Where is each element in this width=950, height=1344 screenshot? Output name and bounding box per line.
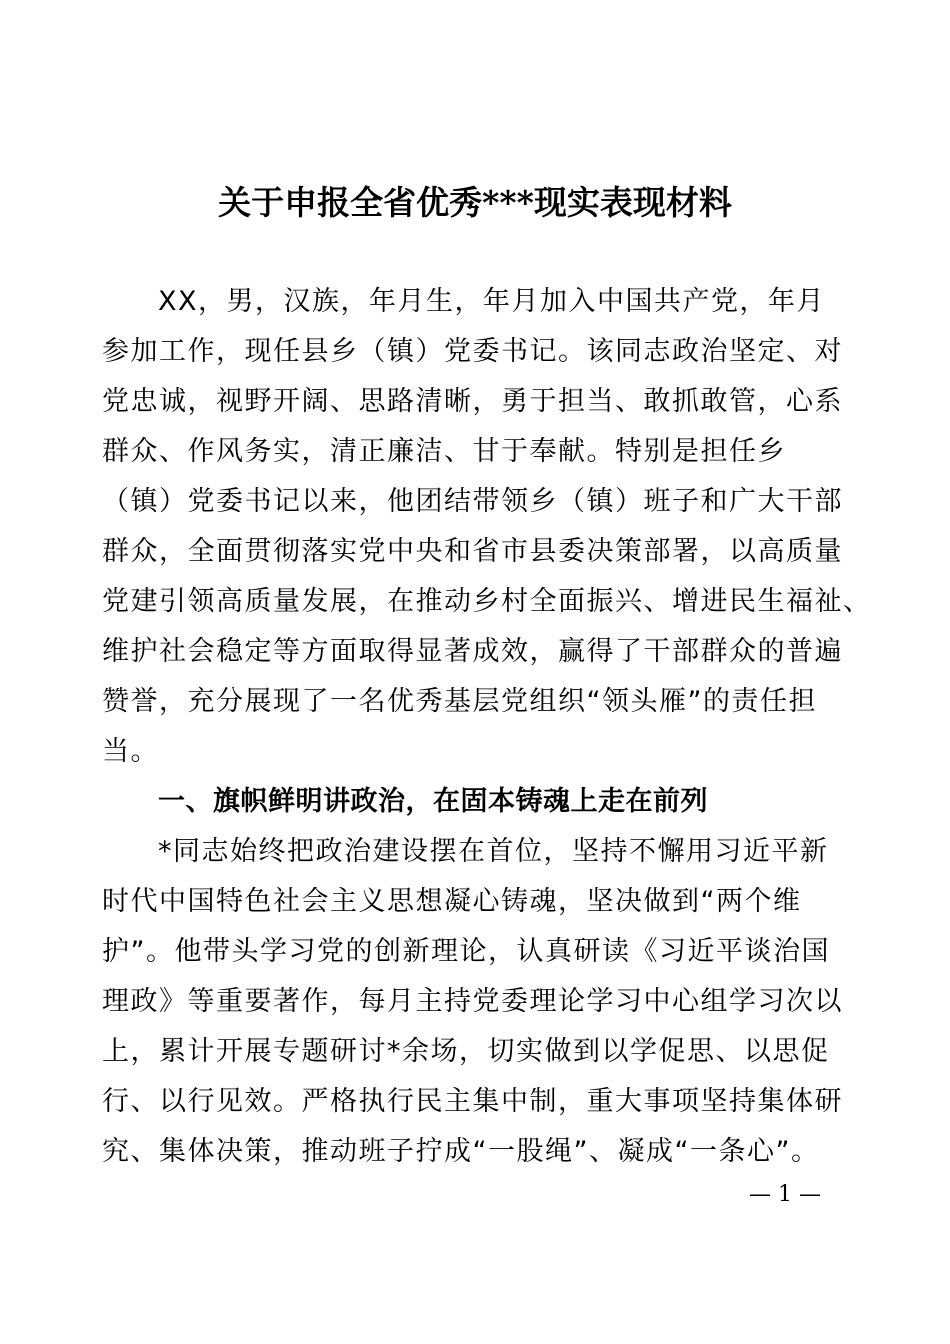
paragraph-line: （镇）党委书记以来，他团结带领乡（镇）班子和广大干部 — [102, 486, 843, 517]
section-heading: 一、旗帜鲜明讲政治，在固本铸魂上走在前列 — [158, 786, 708, 817]
paragraph-line: 党忠诚，视野开阔、思路清晰，勇于担当、敢抓敢管，心系 — [102, 386, 843, 417]
paragraph-line: 究、集体决策，推动班子拧成“一股绳”、凝成“一条心”。 — [102, 1136, 820, 1167]
paragraph-line: 维护社会稳定等方面取得显著成效，赢得了干部群众的普遍 — [102, 636, 843, 667]
paragraph-line: *同志始终把政治建设摆在首位，坚持不懈用习近平新 — [158, 836, 829, 867]
paragraph-line: 群众、作风务实，清正廉洁、甘于奉献。特别是担任乡 — [102, 436, 786, 467]
paragraph-line: 党建引领高质量发展，在推动乡村全面振兴、增进民生福祉、 — [102, 586, 872, 617]
paragraph-line: 上，累计开展专题研讨*余场，切实做到以学促思、以思促 — [102, 1036, 830, 1067]
paragraph-line: 护”。他带头学习党的创新理论，认真研读《习近平谈治国 — [102, 936, 830, 967]
paragraph-line: 行、以行见效。严格执行民主集中制，重大事项坚持集体研 — [102, 1086, 843, 1117]
paragraph-line: 理政》等重要著作，每月主持党委理论学习中心组学习次以 — [102, 986, 843, 1017]
paragraph-line: XX，男，汉族，年月生，年月加入中国共产党，年月 — [158, 286, 825, 317]
page-number: — 1 — — [749, 1182, 821, 1207]
paragraph-line: 群众，全面贯彻落实党中央和省市县委决策部署，以高质量 — [102, 536, 843, 567]
paragraph-line: 时代中国特色社会主义思想凝心铸魂，坚决做到“两个维 — [102, 886, 802, 917]
paragraph-line: 赞誉，充分展现了一名优秀基层党组织“领头雁”的责任担 — [102, 686, 817, 717]
paragraph-line: 当。 — [102, 736, 159, 767]
document-title: 关于申报全省优秀***现实表现材料 — [218, 183, 732, 222]
paragraph-line: 参加工作，现任县乡（镇）党委书记。该同志政治坚定、对 — [102, 336, 843, 367]
